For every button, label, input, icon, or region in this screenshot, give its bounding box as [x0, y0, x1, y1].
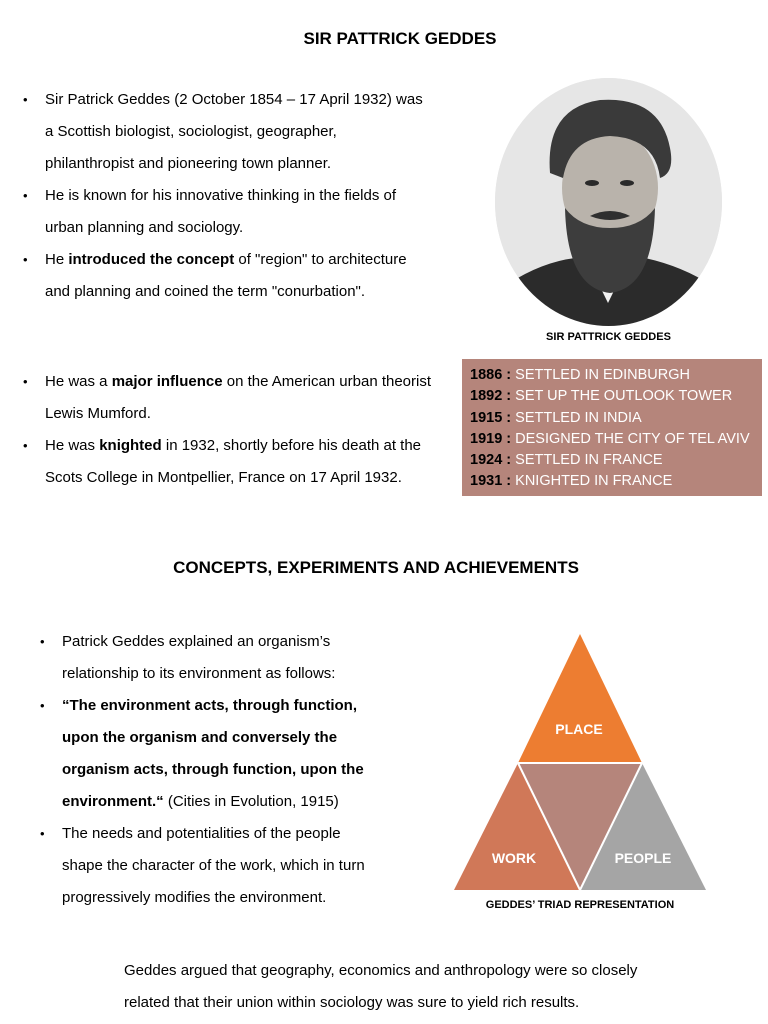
portrait-photo — [495, 78, 722, 326]
timeline-row: 1919 : DESIGNED THE CITY OF TEL AVIV — [470, 430, 750, 447]
triad-work-label: WORK — [491, 850, 537, 866]
bio-bullet-1: • Sir Patrick Geddes (2 October 1854 – 17 April 1932) was a Scottish biologist, sociologist, geographer, philanthropist and pioneering town planner. — [23, 84, 428, 180]
timeline-box — [462, 359, 762, 496]
concept-bullet-1: • Patrick Geddes explained an organism’s relationship to its environment as follows: — [40, 626, 385, 690]
page-title: SIR PATTRICK GEDDES — [303, 29, 497, 48]
bio-bullet-list — [23, 84, 428, 308]
triad-top-triangle — [518, 634, 642, 763]
geddes-triad-diagram — [450, 632, 710, 894]
bio-bullet-5: • He was knighted in 1932, shortly before his death at the Scots College in Montpellier, France on 17 April 1932. — [23, 430, 453, 494]
timeline-row: 1931 : KNIGHTED IN FRANCE — [470, 473, 673, 490]
bio-bullet-2: • He is known for his innovative thinking in the fields of urban planning and sociology. — [23, 180, 428, 244]
bio-bullet-4: • He was a major influence on the American urban theorist Lewis Mumford. — [23, 366, 453, 430]
triad-people-label: PEOPLE — [614, 850, 672, 866]
timeline-row: 1892 : SET UP THE OUTLOOK TOWER — [470, 388, 733, 405]
timeline-row: 1886 : SETTLED IN EDINBURGH — [470, 367, 690, 383]
concept-bullet-3: • The needs and potentialities of the people shape the character of the work, which in turn progressively modifies the environment. — [40, 818, 385, 914]
concept-bullet-2: • “The environment acts, through function, upon the organism and conversely the organism acts, through function, upon the environment.“ (Cities in Evolution, 1915) — [40, 690, 385, 818]
section-title: CONCEPTS, EXPERIMENTS AND ACHIEVEMENTS — [173, 558, 579, 577]
bio-bullet-3: • He introduced the concept of "region" to architecture and planning and coined the term "conurbation". — [23, 244, 428, 308]
triad-caption: GEDDES’ TRIAD REPRESENTATION — [485, 899, 675, 911]
timeline-row: 1924 : SETTLED IN FRANCE — [470, 452, 663, 469]
closing-paragraph: Geddes argued that geography, economics and anthropology were so closely related that their union within sociology was sure to yield rich results. — [124, 962, 638, 1011]
triad-place-label: PLACE — [555, 721, 603, 737]
timeline-row: 1915 : SETTLED IN INDIA — [470, 409, 642, 426]
bio-bullet-list-2 — [23, 366, 453, 494]
portrait-caption: SIR PATTRICK GEDDES — [546, 331, 671, 343]
concept-bullet-list — [40, 626, 385, 914]
